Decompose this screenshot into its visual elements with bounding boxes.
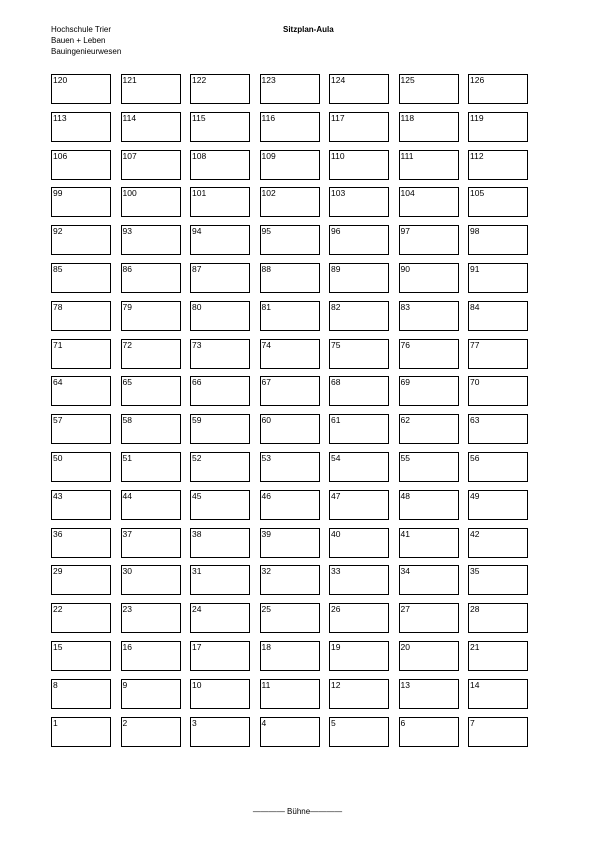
seat-box (329, 112, 389, 142)
seat-box (121, 376, 181, 406)
seat-box (121, 490, 181, 520)
seat-number: 35 (470, 566, 480, 577)
seat-box (468, 679, 528, 709)
seat-number: 20 (400, 641, 410, 652)
seat-number: 34 (400, 566, 410, 577)
seat-number: 10 (192, 679, 202, 690)
stage-label: ———— Bühne———— (252, 807, 343, 816)
seat-number: 26 (331, 604, 341, 615)
seat-number: 72 (122, 339, 132, 350)
seat-number: 76 (400, 339, 410, 350)
seat-box (329, 225, 389, 255)
seat-number: 111 (400, 150, 414, 161)
seat-box (190, 565, 250, 595)
seat-box (190, 603, 250, 633)
seat-box (399, 376, 459, 406)
seat-number: 79 (122, 301, 132, 312)
seat-box (329, 150, 389, 180)
seat-number: 119 (470, 112, 484, 123)
seat-number: 108 (192, 150, 207, 161)
seat-box (468, 112, 528, 142)
seat-box (260, 490, 320, 520)
seat-number: 62 (400, 415, 410, 426)
seat-box (399, 339, 459, 369)
seat-number: 88 (261, 263, 271, 274)
seat-number: 121 (122, 75, 137, 85)
seat-number: 49 (470, 490, 480, 501)
seat-box (51, 339, 111, 369)
seat-box (399, 603, 459, 633)
seat-number: 48 (400, 490, 410, 501)
seat-number: 25 (261, 604, 271, 615)
seat-number: 114 (122, 112, 137, 123)
seat-row (51, 376, 532, 407)
seat-box (190, 641, 250, 671)
seat-box (260, 414, 320, 444)
seat-box (260, 603, 320, 633)
seat-box (468, 565, 528, 595)
seat-number: 66 (192, 377, 202, 388)
seat-box (121, 301, 181, 331)
seat-box (468, 528, 528, 558)
seat-number: 23 (122, 604, 132, 615)
seat-number: 99 (53, 188, 63, 199)
seat-box (190, 339, 250, 369)
seat-number: 46 (261, 490, 271, 501)
seat-number: 106 (53, 150, 68, 161)
seat-box (121, 641, 181, 671)
seat-box (399, 528, 459, 558)
institution-line: Hochschule Trier (51, 25, 112, 34)
seat-box (468, 263, 528, 293)
seat-number: 58 (122, 415, 132, 426)
seat-number: 41 (400, 528, 410, 539)
seat-box (51, 187, 111, 217)
seat-row (51, 641, 532, 672)
seat-number: 37 (122, 528, 132, 539)
seat-box (190, 376, 250, 406)
seat-box (51, 528, 111, 558)
seat-box (190, 263, 250, 293)
seat-number: 81 (261, 301, 271, 312)
seat-box (468, 717, 528, 747)
seat-number: 27 (400, 604, 410, 615)
seat-number: 74 (261, 339, 271, 350)
seat-box (468, 150, 528, 180)
seat-box (121, 565, 181, 595)
seat-number: 86 (122, 263, 132, 274)
seat-number: 2 (122, 717, 128, 728)
seat-number: 124 (331, 75, 346, 85)
seat-number: 7 (470, 717, 475, 728)
page-title: Sitzplan-Aula (283, 25, 334, 34)
seat-box (399, 263, 459, 293)
seat-box (468, 301, 528, 331)
seat-box (260, 339, 320, 369)
seat-number: 33 (331, 566, 341, 577)
seat-number: 77 (470, 339, 480, 350)
seat-box (260, 717, 320, 747)
seat-number: 97 (400, 226, 410, 237)
seat-number: 104 (400, 188, 415, 199)
seat-number: 15 (53, 641, 63, 652)
seat-number: 70 (470, 377, 480, 388)
seat-number: 13 (400, 679, 410, 690)
seat-box (329, 679, 389, 709)
seat-grid (51, 74, 532, 754)
seat-number: 126 (470, 75, 485, 85)
seat-box (121, 74, 181, 104)
seat-box (399, 641, 459, 671)
seat-box (260, 641, 320, 671)
seat-number: 71 (53, 339, 63, 350)
seat-number: 91 (470, 263, 480, 274)
seat-box (51, 112, 111, 142)
seat-box (51, 603, 111, 633)
seat-box (329, 717, 389, 747)
seat-box (468, 603, 528, 633)
seat-box (260, 74, 320, 104)
seat-number: 45 (192, 490, 202, 501)
seat-row (51, 528, 532, 559)
seat-box (399, 679, 459, 709)
seat-box (260, 187, 320, 217)
seat-box (51, 641, 111, 671)
seat-number: 52 (192, 452, 202, 463)
seat-number: 56 (470, 452, 480, 463)
seat-number: 112 (470, 150, 484, 161)
seat-box (121, 452, 181, 482)
seat-number: 87 (192, 263, 202, 274)
seat-row (51, 679, 532, 710)
seat-number: 83 (400, 301, 410, 312)
seat-box (329, 74, 389, 104)
seat-number: 116 (261, 112, 276, 123)
seat-number: 38 (192, 528, 202, 539)
seat-box (468, 414, 528, 444)
seat-row (51, 490, 532, 521)
seat-number: 53 (261, 452, 271, 463)
seat-number: 60 (261, 415, 271, 426)
seat-number: 32 (261, 566, 271, 577)
seat-box (399, 490, 459, 520)
seat-box (190, 150, 250, 180)
seat-box (399, 414, 459, 444)
seat-box (51, 679, 111, 709)
seat-number: 30 (122, 566, 132, 577)
seat-box (190, 452, 250, 482)
seat-number: 19 (331, 641, 341, 652)
seat-number: 9 (122, 679, 128, 690)
seat-box (329, 528, 389, 558)
seat-number: 65 (122, 377, 132, 388)
seat-box (329, 452, 389, 482)
seat-box (51, 490, 111, 520)
seat-box (260, 376, 320, 406)
seat-number: 22 (53, 604, 63, 615)
seat-number: 85 (53, 263, 63, 274)
seat-box (51, 565, 111, 595)
seat-box (468, 339, 528, 369)
seat-box (190, 225, 250, 255)
seat-number: 68 (331, 377, 341, 388)
seat-box (399, 301, 459, 331)
seat-number: 24 (192, 604, 202, 615)
seat-box (399, 150, 459, 180)
seat-box (51, 376, 111, 406)
seat-row (51, 112, 532, 143)
seat-number: 115 (192, 112, 206, 123)
seat-number: 43 (53, 490, 63, 501)
seat-number: 54 (331, 452, 341, 463)
seat-box (260, 452, 320, 482)
seat-box (121, 528, 181, 558)
seat-box (190, 301, 250, 331)
seat-row (51, 187, 532, 218)
seat-box (121, 339, 181, 369)
seat-number: 3 (192, 717, 197, 728)
seat-box (51, 225, 111, 255)
seat-box (329, 641, 389, 671)
seat-box (329, 565, 389, 595)
seat-box (51, 717, 111, 747)
seat-box (329, 603, 389, 633)
seat-number: 21 (470, 641, 480, 652)
seat-box (329, 414, 389, 444)
seat-number: 117 (331, 112, 345, 123)
seat-row (51, 339, 532, 370)
seat-number: 16 (122, 641, 132, 652)
seat-box (260, 565, 320, 595)
seat-box (399, 717, 459, 747)
seat-number: 61 (331, 415, 341, 426)
seat-number: 107 (122, 150, 137, 161)
seat-number: 5 (331, 717, 336, 728)
seat-box (121, 603, 181, 633)
seat-box (121, 717, 181, 747)
seat-number: 93 (122, 226, 132, 237)
seat-box (329, 490, 389, 520)
seat-row (51, 452, 532, 483)
seat-number: 123 (261, 75, 276, 85)
seat-number: 50 (53, 452, 63, 463)
seat-box (399, 452, 459, 482)
seat-box (121, 225, 181, 255)
seat-number: 103 (331, 188, 346, 199)
seat-row (51, 74, 532, 105)
seat-number: 18 (261, 641, 271, 652)
seat-number: 31 (192, 566, 202, 577)
seat-row (51, 565, 532, 596)
seat-number: 82 (331, 301, 341, 312)
seat-row (51, 263, 532, 294)
seat-number: 4 (261, 717, 267, 728)
seat-row (51, 150, 532, 181)
seat-box (121, 112, 181, 142)
seat-box (190, 679, 250, 709)
seat-box (468, 641, 528, 671)
seat-number: 51 (122, 452, 132, 463)
seat-box (51, 150, 111, 180)
seat-box (121, 150, 181, 180)
seat-number: 8 (53, 679, 58, 690)
seat-box (399, 187, 459, 217)
seat-box (190, 74, 250, 104)
seat-row (51, 414, 532, 445)
seat-number: 122 (192, 75, 207, 85)
seat-number: 98 (470, 226, 480, 237)
seat-number: 73 (192, 339, 202, 350)
seat-number: 64 (53, 377, 63, 388)
seat-number: 14 (470, 679, 480, 690)
seat-box (399, 225, 459, 255)
seat-number: 110 (331, 150, 345, 161)
seat-number: 28 (470, 604, 480, 615)
seat-box (468, 74, 528, 104)
seat-number: 39 (261, 528, 271, 539)
seat-number: 40 (331, 528, 341, 539)
seat-box (468, 376, 528, 406)
seat-number: 59 (192, 415, 202, 426)
seat-box (51, 301, 111, 331)
seat-number: 94 (192, 226, 202, 237)
seat-number: 100 (122, 188, 137, 199)
seat-box (190, 717, 250, 747)
seat-box (190, 112, 250, 142)
seat-box (121, 187, 181, 217)
seat-box (260, 679, 320, 709)
seat-box (329, 376, 389, 406)
seat-number: 1 (53, 717, 58, 728)
seat-box (51, 452, 111, 482)
seat-number: 95 (261, 226, 271, 237)
seat-box (468, 452, 528, 482)
seat-box (468, 187, 528, 217)
seat-box (260, 528, 320, 558)
seat-number: 101 (192, 188, 207, 199)
seat-box (329, 187, 389, 217)
seat-number: 67 (261, 377, 271, 388)
seat-number: 105 (470, 188, 485, 199)
seat-box (51, 414, 111, 444)
seat-number: 63 (470, 415, 480, 426)
seat-number: 12 (331, 679, 341, 690)
seat-box (329, 339, 389, 369)
seat-row (51, 717, 532, 748)
seat-number: 80 (192, 301, 202, 312)
seat-number: 29 (53, 566, 63, 577)
seat-box (399, 565, 459, 595)
institution-line: Bauingenieurwesen (51, 47, 122, 56)
seat-number: 44 (122, 490, 132, 501)
seat-number: 57 (53, 415, 63, 426)
institution-block (51, 24, 121, 57)
seat-box (468, 490, 528, 520)
seat-box (329, 301, 389, 331)
seat-number: 89 (331, 263, 341, 274)
seat-box (190, 490, 250, 520)
seat-box (329, 263, 389, 293)
seat-row (51, 603, 532, 634)
seat-box (51, 74, 111, 104)
seat-box (468, 225, 528, 255)
seat-number: 42 (470, 528, 480, 539)
seat-box (260, 263, 320, 293)
seat-number: 84 (470, 301, 480, 312)
seat-row (51, 301, 532, 332)
seat-box (51, 263, 111, 293)
seat-box (399, 112, 459, 142)
seat-number: 78 (53, 301, 63, 312)
institution-line: Bauen + Leben (51, 36, 106, 45)
seat-number: 11 (261, 679, 271, 690)
seat-number: 113 (53, 112, 67, 123)
seat-number: 17 (192, 641, 202, 652)
seat-box (260, 150, 320, 180)
seat-number: 120 (53, 75, 68, 85)
seat-box (399, 74, 459, 104)
seat-row (51, 225, 532, 256)
seat-number: 102 (261, 188, 276, 199)
seat-number: 6 (400, 717, 406, 728)
seat-box (121, 679, 181, 709)
seat-number: 109 (261, 150, 276, 161)
seat-number: 90 (400, 263, 410, 274)
seat-box (190, 528, 250, 558)
seat-box (190, 187, 250, 217)
seat-box (121, 414, 181, 444)
seat-box (190, 414, 250, 444)
seat-box (121, 263, 181, 293)
seat-number: 55 (400, 452, 410, 463)
seat-number: 92 (53, 226, 63, 237)
seat-number: 118 (400, 112, 415, 123)
seat-number: 75 (331, 339, 341, 350)
seat-box (260, 225, 320, 255)
seat-box (260, 112, 320, 142)
seat-number: 47 (331, 490, 341, 501)
seat-number: 96 (331, 226, 341, 237)
seat-number: 69 (400, 377, 410, 388)
seat-number: 36 (53, 528, 63, 539)
seat-number: 125 (400, 75, 415, 85)
seat-box (260, 301, 320, 331)
